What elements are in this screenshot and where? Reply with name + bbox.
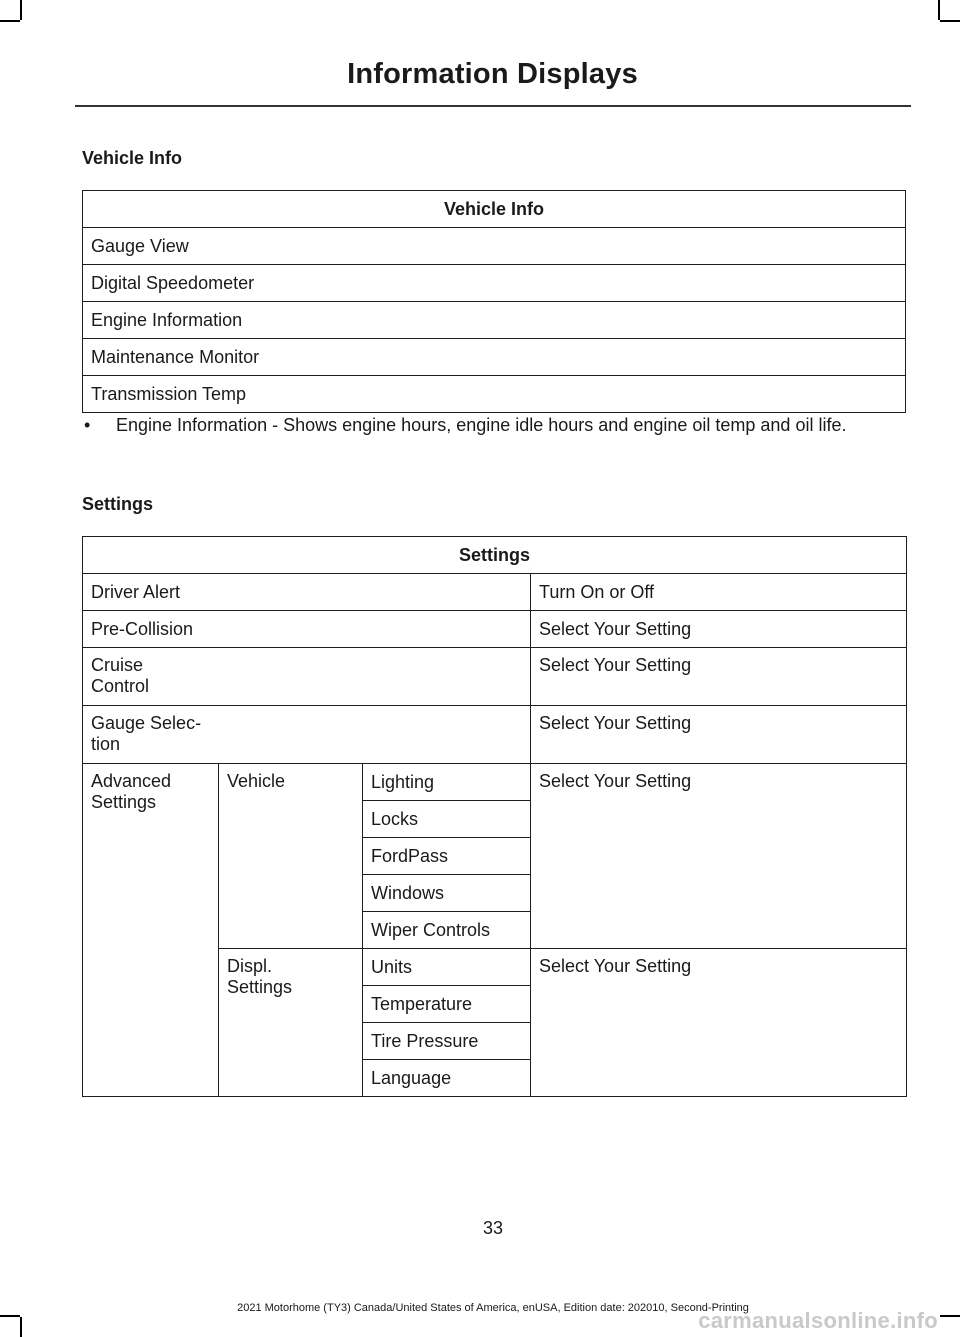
setting-value: Select Your Setting <box>531 611 907 648</box>
settings-table-header: Settings <box>83 537 907 574</box>
group-item: Temperature <box>363 986 531 1023</box>
crop-mark <box>0 1315 20 1317</box>
crop-mark <box>20 1317 22 1337</box>
page-number: 33 <box>482 1218 504 1238</box>
group-item: FordPass <box>363 838 531 875</box>
settings-heading: Settings <box>82 494 154 514</box>
header-divider <box>75 105 911 107</box>
setting-value: Select Your Setting <box>531 764 907 949</box>
watermark: carmanualsonline.info <box>698 1308 938 1333</box>
engine-information-note <box>82 415 906 436</box>
group-item: Lighting <box>363 764 531 801</box>
page-title: Information Displays <box>347 58 638 90</box>
group-name: Displ. Settings <box>219 949 363 1097</box>
crop-mark <box>20 0 22 20</box>
group-item: Units <box>363 949 531 986</box>
group-item: Windows <box>363 875 531 912</box>
setting-value: Select Your Setting <box>531 706 907 764</box>
group-item: Wiper Controls <box>363 912 531 949</box>
vehicle-info-heading: Vehicle Info <box>82 148 183 168</box>
setting-value: Select Your Setting <box>531 648 907 706</box>
crop-mark <box>940 20 960 22</box>
table-row: Gauge View <box>83 228 906 265</box>
group-item: Locks <box>363 801 531 838</box>
crop-mark <box>940 1315 960 1317</box>
vehicle-info-table <box>82 190 906 413</box>
group-item: Language <box>363 1060 531 1097</box>
advanced-settings-label: Advanced Settings <box>83 764 219 1097</box>
footer-edition-text: 2021 Motorhome (TY3) Canada/United States of America, enUSA, Edition date: 202010, Second-Printing <box>237 1302 749 1314</box>
table-row: Digital Speedometer <box>83 265 906 302</box>
table-row: Maintenance Monitor <box>83 339 906 376</box>
table-row: Transmission Temp <box>83 376 906 413</box>
crop-mark <box>938 0 940 20</box>
table-row: Engine Information <box>83 302 906 339</box>
vehicle-info-table-header: Vehicle Info <box>83 191 906 228</box>
setting-item: Driver Alert <box>83 574 531 611</box>
settings-table <box>82 536 907 1097</box>
group-name: Vehicle <box>219 764 363 949</box>
setting-value: Select Your Setting <box>531 949 907 1097</box>
bullet-marker: • <box>84 415 91 435</box>
setting-item: Gauge Selec- tion <box>83 706 531 764</box>
bullet-text: Engine Information - Shows engine hours, engine idle hours and engine oil temp and oil life. <box>116 415 847 435</box>
setting-item: Pre-Collision <box>83 611 531 648</box>
setting-item: Cruise Control <box>83 648 531 706</box>
setting-value: Turn On or Off <box>531 574 907 611</box>
crop-mark <box>0 20 20 22</box>
group-item: Tire Pressure <box>363 1023 531 1060</box>
